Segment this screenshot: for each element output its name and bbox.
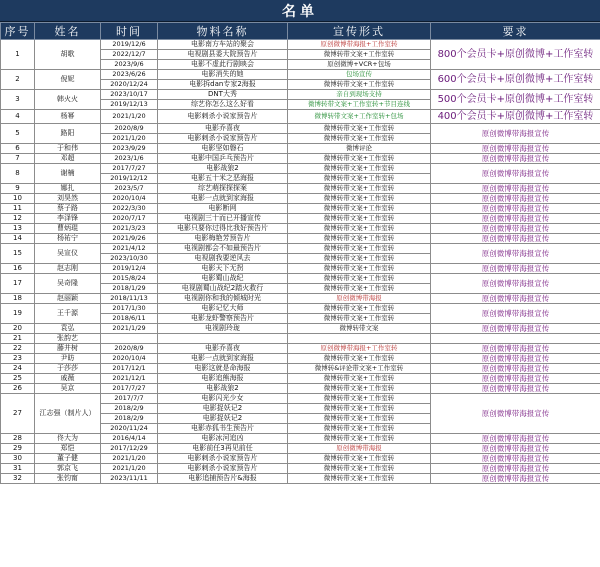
cell-req: 原创微博带海报宣传 xyxy=(431,184,600,194)
cell-time: 2020/8/9 xyxy=(101,344,158,354)
cell-name: 娜扎 xyxy=(35,184,101,194)
table-row xyxy=(1,464,600,474)
cell-form: 微博转带文案+工作室转 xyxy=(288,404,431,414)
table-row xyxy=(1,90,600,100)
cell-form: 原创微博带海报 xyxy=(288,444,431,454)
table-row xyxy=(1,384,600,394)
cell-form: 微博转带文案+工作室转+包场 xyxy=(288,110,431,124)
cell-time: 2020/12/24 xyxy=(101,80,158,90)
cell-time: 2017/12/29 xyxy=(101,444,158,454)
cell-form: 微博转带文案+工作室转+节目连线 xyxy=(288,100,431,110)
cell-form: 微博转带文案+工作室转 xyxy=(288,414,431,424)
cell-time: 2019/12/12 xyxy=(101,174,158,184)
cell-no: 10 xyxy=(1,194,35,204)
cell-req xyxy=(431,334,600,344)
cell-req: 原创微博带海报宣传 xyxy=(431,164,600,184)
cell-form: 微博转带文案+工作室转 xyxy=(288,254,431,264)
cell-req: 原创微博带海报宣传 xyxy=(431,264,600,274)
cell-time: 2020/8/9 xyxy=(101,124,158,134)
cell-item: 电影刺杀小说家预告片 xyxy=(158,464,288,474)
cell-form: 微博转带文案+工作室转 xyxy=(288,314,431,324)
cell-name: 路阳 xyxy=(35,124,101,144)
cell-form: 微博转带文案+工作室转 xyxy=(288,304,431,314)
cell-name: 韩火火 xyxy=(35,90,101,110)
table-row xyxy=(1,110,600,124)
cell-item: 电影追捕预告片&海报 xyxy=(158,474,288,484)
cell-item: 电影刺杀小说家预告片 xyxy=(158,110,288,124)
table-row xyxy=(1,184,600,194)
cell-no: 15 xyxy=(1,244,35,264)
cell-req: 原创微博带海报宣传 xyxy=(431,324,600,334)
cell-time: 2018/1/29 xyxy=(101,284,158,294)
cell-item: 电视剧三十而已开播宣传 xyxy=(158,214,288,224)
cell-req: 原创微博带海报宣传 xyxy=(431,144,600,154)
cell-time: 2017/12/1 xyxy=(101,364,158,374)
cell-time: 2021/1/20 xyxy=(101,454,158,464)
table-row xyxy=(1,474,600,484)
table-row xyxy=(1,374,600,384)
cell-req: 原创微博带海报宣传 xyxy=(431,274,600,294)
table-row xyxy=(1,264,600,274)
cell-item: 电影梅艳芳预告片 xyxy=(158,234,288,244)
cell-time: 2021/12/1 xyxy=(101,374,158,384)
cell-time: 2021/1/20 xyxy=(101,464,158,474)
cell-req: 原创微博带海报宣传 xyxy=(431,154,600,164)
cell-no: 3 xyxy=(1,90,35,110)
cell-name: 杨幂 xyxy=(35,110,101,124)
cell-time: 2021/1/29 xyxy=(101,324,158,334)
cell-form: 包场宣传 xyxy=(288,70,431,80)
cell-no: 23 xyxy=(1,354,35,364)
cell-form: 微博转带文案+工作室转 xyxy=(288,50,431,60)
cell-item: 电视剧玲珑 xyxy=(158,324,288,334)
cell-time: 2021/3/23 xyxy=(101,224,158,234)
cell-form: 微博转带文案+工作室转 xyxy=(288,164,431,174)
cell-no: 31 xyxy=(1,464,35,474)
cell-item: 电影南方车站的聚会 xyxy=(158,40,288,50)
table-row xyxy=(1,40,600,50)
cell-form: 微博转带文案+工作室转 xyxy=(288,434,431,444)
cell-form: 微博转带文案+工作室转 xyxy=(288,174,431,184)
cell-form: 微博转带文案+工作室转 xyxy=(288,474,431,484)
cell-item: 电影坚如磐石 xyxy=(158,144,288,154)
cell-req: 原创微博带海报宣传 xyxy=(431,394,600,434)
cell-no: 4 xyxy=(1,110,35,124)
table-row xyxy=(1,304,600,314)
cell-name: 于莎莎 xyxy=(35,364,101,374)
cell-no: 7 xyxy=(1,154,35,164)
cell-no: 25 xyxy=(1,374,35,384)
cell-name: 谢楠 xyxy=(35,164,101,184)
cell-req: 600个会员卡+原创微博+工作室转 xyxy=(431,70,600,90)
cell-no: 14 xyxy=(1,234,35,244)
header-time: 时间 xyxy=(101,23,158,40)
cell-time: 2015/8/24 xyxy=(101,274,158,284)
cell-form: 微博转带文案+工作室转 xyxy=(288,244,431,254)
cell-form: 微博转带文案+工作室转 xyxy=(288,284,431,294)
cell-form: 微博转带文案+工作室转 xyxy=(288,394,431,404)
cell-no: 22 xyxy=(1,344,35,354)
cell-item: 电影天下无拐 xyxy=(158,264,288,274)
header-row xyxy=(1,23,600,40)
table-row xyxy=(1,234,600,244)
cell-item: 电影捉妖记2 xyxy=(158,404,288,414)
cell-time: 2019/12/13 xyxy=(101,100,158,110)
cell-no: 16 xyxy=(1,264,35,274)
cell-req: 500个会员卡+原创微博+工作室转 xyxy=(431,90,600,110)
cell-req: 400个会员卡+原创微博+工作室转 xyxy=(431,110,600,124)
cell-name: 江志强（制片人） xyxy=(35,394,101,434)
cell-time: 2019/12/6 xyxy=(101,40,158,50)
cell-form: 微博转带文案+工作室转 xyxy=(288,464,431,474)
cell-item: 电影蜀山战纪 xyxy=(158,274,288,284)
table-row xyxy=(1,204,600,214)
cell-no: 28 xyxy=(1,434,35,444)
cell-name: 张韵艺 xyxy=(35,334,101,344)
cell-name: 吴京 xyxy=(35,384,101,394)
cell-item: 电影冰河追凶 xyxy=(158,434,288,444)
cell-form: 微博转带文案+工作室转 xyxy=(288,204,431,214)
cell-time: 2016/4/14 xyxy=(101,434,158,444)
table-row xyxy=(1,244,600,254)
cell-time: 2023/5/7 xyxy=(101,184,158,194)
cell-time: 2020/10/4 xyxy=(101,354,158,364)
cell-form: 微博转带文案+工作室转 xyxy=(288,274,431,284)
cell-form: 微博转带文案+工作室转 xyxy=(288,224,431,234)
cell-form: 微博转带文案+工作室转 xyxy=(288,264,431,274)
cell-req: 原创微博带海报宣传 xyxy=(431,364,600,374)
cell-req: 原创微博带海报宣传 xyxy=(431,244,600,264)
table-row xyxy=(1,274,600,284)
cell-name: 赵志刚 xyxy=(35,264,101,274)
cell-time xyxy=(101,334,158,344)
cell-item: DNT大秀 xyxy=(158,90,288,100)
cell-no: 21 xyxy=(1,334,35,344)
cell-item: 综艺你怎么这么好看 xyxy=(158,100,288,110)
cell-form: 原创微博带海报+工作室转 xyxy=(288,344,431,354)
table-row xyxy=(1,154,600,164)
cell-item: 电影这就是命海报 xyxy=(158,364,288,374)
cell-time: 2019/12/4 xyxy=(101,264,158,274)
roster-table xyxy=(0,22,600,484)
cell-time: 2020/10/4 xyxy=(101,194,158,204)
cell-item: 电影断网 xyxy=(158,204,288,214)
cell-no: 17 xyxy=(1,274,35,294)
cell-req: 原创微博带海报宣传 xyxy=(431,354,600,364)
table-row xyxy=(1,444,600,454)
cell-item: 电影闪光少女 xyxy=(158,394,288,404)
table-row xyxy=(1,354,600,364)
cell-time: 2018/2/9 xyxy=(101,414,158,424)
cell-item: 电影战狼2 xyxy=(158,384,288,394)
cell-item: 电影乔喜夜 xyxy=(158,344,288,354)
table-row xyxy=(1,124,600,134)
cell-item: 电影不虚此行剧映会 xyxy=(158,60,288,70)
cell-item: 电影五十米之恶海报 xyxy=(158,174,288,184)
cell-name: 曹炳琨 xyxy=(35,224,101,234)
cell-time: 2023/9/29 xyxy=(101,144,158,154)
table-row xyxy=(1,144,600,154)
table-row xyxy=(1,434,600,444)
cell-time: 2018/6/11 xyxy=(101,314,158,324)
cell-time: 2020/7/17 xyxy=(101,214,158,224)
cell-req: 原创微博带海报宣传 xyxy=(431,194,600,204)
cell-form: 微博转带文案+工作室转 xyxy=(288,454,431,464)
cell-no: 18 xyxy=(1,294,35,304)
cell-item: 电影消失的她 xyxy=(158,70,288,80)
cell-req: 800个会员卡+原创微博+工作室转 xyxy=(431,40,600,70)
cell-time: 2021/1/20 xyxy=(101,110,158,124)
cell-req: 原创微博带海报宣传 xyxy=(431,384,600,394)
cell-no: 20 xyxy=(1,324,35,334)
cell-name: 赵丽颖 xyxy=(35,294,101,304)
cell-form: 微博转带文案+工作室转 xyxy=(288,80,431,90)
cell-no: 6 xyxy=(1,144,35,154)
cell-req: 原创微博带海报宣传 xyxy=(431,454,600,464)
cell-no: 30 xyxy=(1,454,35,464)
cell-item: 电影捉妖记2 xyxy=(158,414,288,424)
cell-req: 原创微博带海报宣传 xyxy=(431,294,600,304)
cell-time: 2023/10/17 xyxy=(101,90,158,100)
cell-no: 9 xyxy=(1,184,35,194)
table-row xyxy=(1,294,600,304)
cell-name: 于和伟 xyxy=(35,144,101,154)
cell-form: 微博转带文案+工作室转 xyxy=(288,374,431,384)
cell-item: 电影战狼2 xyxy=(158,164,288,174)
cell-name: 邓超 xyxy=(35,154,101,164)
cell-no: 24 xyxy=(1,364,35,374)
cell-name: 戚薇 xyxy=(35,374,101,384)
table-row xyxy=(1,344,600,354)
header-form: 宣传形式 xyxy=(288,23,431,40)
cell-time: 2023/6/26 xyxy=(101,70,158,80)
cell-form: 微博转带文案+工作室转 xyxy=(288,124,431,134)
cell-no: 8 xyxy=(1,164,35,184)
header-no: 序号 xyxy=(1,23,35,40)
cell-item: 电影一点就到家海报 xyxy=(158,354,288,364)
cell-time: 2017/7/27 xyxy=(101,384,158,394)
cell-item: 电影乔喜夜 xyxy=(158,124,288,134)
cell-no: 26 xyxy=(1,384,35,394)
cell-name: 杨祐宁 xyxy=(35,234,101,244)
header-name: 姓名 xyxy=(35,23,101,40)
cell-req: 原创微博带海报宣传 xyxy=(431,344,600,354)
cell-form: 亲自到现场支持 xyxy=(288,90,431,100)
cell-time: 2017/7/27 xyxy=(101,164,158,174)
cell-name: 藤井树 xyxy=(35,344,101,354)
cell-no: 12 xyxy=(1,214,35,224)
cell-no: 27 xyxy=(1,394,35,434)
cell-req: 原创微博带海报宣传 xyxy=(431,214,600,224)
table-row xyxy=(1,454,600,464)
cell-time: 2021/1/20 xyxy=(101,134,158,144)
cell-name: 尹昉 xyxy=(35,354,101,364)
cell-no: 32 xyxy=(1,474,35,484)
cell-form: 微博转带文案+工作室转 xyxy=(288,214,431,224)
cell-item: 电影一点就到家海报 xyxy=(158,194,288,204)
cell-form: 微博转带文案+工作室转 xyxy=(288,234,431,244)
cell-item: 电影中国乒乓预告片 xyxy=(158,154,288,164)
cell-item xyxy=(158,334,288,344)
cell-item: 电视剧我要逆风去 xyxy=(158,254,288,264)
cell-form: 微博转带文案+工作室转 xyxy=(288,354,431,364)
cell-item: 电影刺杀小说家预告片 xyxy=(158,454,288,464)
cell-time: 2018/11/13 xyxy=(101,294,158,304)
cell-item: 电视剧蜀山战纪2踏火救行 xyxy=(158,284,288,294)
cell-form: 微博评论 xyxy=(288,144,431,154)
table-row xyxy=(1,224,600,234)
cell-time: 2021/9/26 xyxy=(101,234,158,244)
table-row xyxy=(1,364,600,374)
cell-time: 2023/1/6 xyxy=(101,154,158,164)
cell-name: 郑恺 xyxy=(35,444,101,454)
cell-name: 胡歌 xyxy=(35,40,101,70)
cell-no: 29 xyxy=(1,444,35,454)
cell-form: 原创微博带海报 xyxy=(288,294,431,304)
cell-time: 2021/4/12 xyxy=(101,244,158,254)
cell-item: 电影记忆大师 xyxy=(158,304,288,314)
cell-time: 2018/2/9 xyxy=(101,404,158,414)
cell-req: 原创微博带海报宣传 xyxy=(431,224,600,234)
cell-req: 原创微博带海报宣传 xyxy=(431,444,600,454)
cell-item: 电影追熊海报 xyxy=(158,374,288,384)
cell-time: 2017/7/7 xyxy=(101,394,158,404)
table-row xyxy=(1,394,600,404)
table-row xyxy=(1,70,600,80)
cell-form xyxy=(288,334,431,344)
sheet-title: 名单 xyxy=(0,0,600,22)
cell-req: 原创微博带海报宣传 xyxy=(431,304,600,324)
table-body xyxy=(1,40,600,484)
header-item: 物料名称 xyxy=(158,23,288,40)
cell-no: 2 xyxy=(1,70,35,90)
cell-name: 张钧甯 xyxy=(35,474,101,484)
cell-form: 微博转带文案 xyxy=(288,324,431,334)
cell-form: 微博转带文案+工作室转 xyxy=(288,134,431,144)
cell-name: 袁弘 xyxy=(35,324,101,334)
cell-item: 电视剧你和我的倾城时光 xyxy=(158,294,288,304)
cell-name: 吴奇隆 xyxy=(35,274,101,294)
cell-name: 吴宣仪 xyxy=(35,244,101,264)
cell-name: 李泽锋 xyxy=(35,214,101,224)
cell-time: 2022/12/7 xyxy=(101,50,158,60)
cell-item: 电影只要你过得比我好预告片 xyxy=(158,224,288,234)
cell-item: 电影前任3再见前任 xyxy=(158,444,288,454)
cell-item: 电影刺杀小说家预告片 xyxy=(158,134,288,144)
cell-req: 原创微博带海报宣传 xyxy=(431,204,600,214)
cell-time: 2020/11/24 xyxy=(101,424,158,434)
cell-form: 微博转带文案+工作室转 xyxy=(288,154,431,164)
cell-name: 蔡子路 xyxy=(35,204,101,214)
table-row xyxy=(1,194,600,204)
cell-form: 原创微博+VCR+包场 xyxy=(288,60,431,70)
cell-name: 郭京飞 xyxy=(35,464,101,474)
cell-form: 微博转&评论带文案+工作室转 xyxy=(288,364,431,374)
cell-name: 倪妮 xyxy=(35,70,101,90)
cell-name: 董子健 xyxy=(35,454,101,464)
cell-time: 2022/3/30 xyxy=(101,204,158,214)
cell-form: 微博转带文案+工作室转 xyxy=(288,384,431,394)
cell-form: 微博转带文案+工作室转 xyxy=(288,194,431,204)
cell-no: 13 xyxy=(1,224,35,234)
table-row xyxy=(1,214,600,224)
cell-req: 原创微博带海报宣传 xyxy=(431,234,600,244)
cell-time: 2023/10/30 xyxy=(101,254,158,264)
cell-no: 11 xyxy=(1,204,35,214)
cell-item: 电影拆dan专家2海报 xyxy=(158,80,288,90)
cell-name: 佟大为 xyxy=(35,434,101,444)
cell-form: 原创微博带海报+工作室转 xyxy=(288,40,431,50)
cell-req: 原创微博带海报宣传 xyxy=(431,434,600,444)
cell-form: 微博转带文案+工作室转 xyxy=(288,424,431,434)
table-row xyxy=(1,164,600,174)
cell-item: 电视剧县委大院预告片 xyxy=(158,50,288,60)
cell-name: 王千源 xyxy=(35,304,101,324)
cell-item: 综艺萌探探探案 xyxy=(158,184,288,194)
cell-req: 原创微博带海报宣传 xyxy=(431,374,600,384)
cell-name: 刘昊然 xyxy=(35,194,101,204)
table-row xyxy=(1,324,600,334)
cell-time: 2023/11/11 xyxy=(101,474,158,484)
cell-form: 微博转带文案+工作室转 xyxy=(288,184,431,194)
header-req: 要求 xyxy=(431,23,600,40)
cell-time: 2023/9/6 xyxy=(101,60,158,70)
cell-no: 19 xyxy=(1,304,35,324)
cell-item: 电视剧都会不如最预告片 xyxy=(158,244,288,254)
cell-time: 2017/1/30 xyxy=(101,304,158,314)
cell-no: 1 xyxy=(1,40,35,70)
cell-req: 原创微博带海报宣传 xyxy=(431,124,600,144)
cell-req: 原创微博带海报宣传 xyxy=(431,474,600,484)
cell-no: 5 xyxy=(1,124,35,144)
cell-req: 原创微博带海报宣传 xyxy=(431,464,600,474)
cell-item: 电影龙虾警察预告片 xyxy=(158,314,288,324)
table-row xyxy=(1,334,600,344)
cell-item: 电影赤狐书生预告片 xyxy=(158,424,288,434)
